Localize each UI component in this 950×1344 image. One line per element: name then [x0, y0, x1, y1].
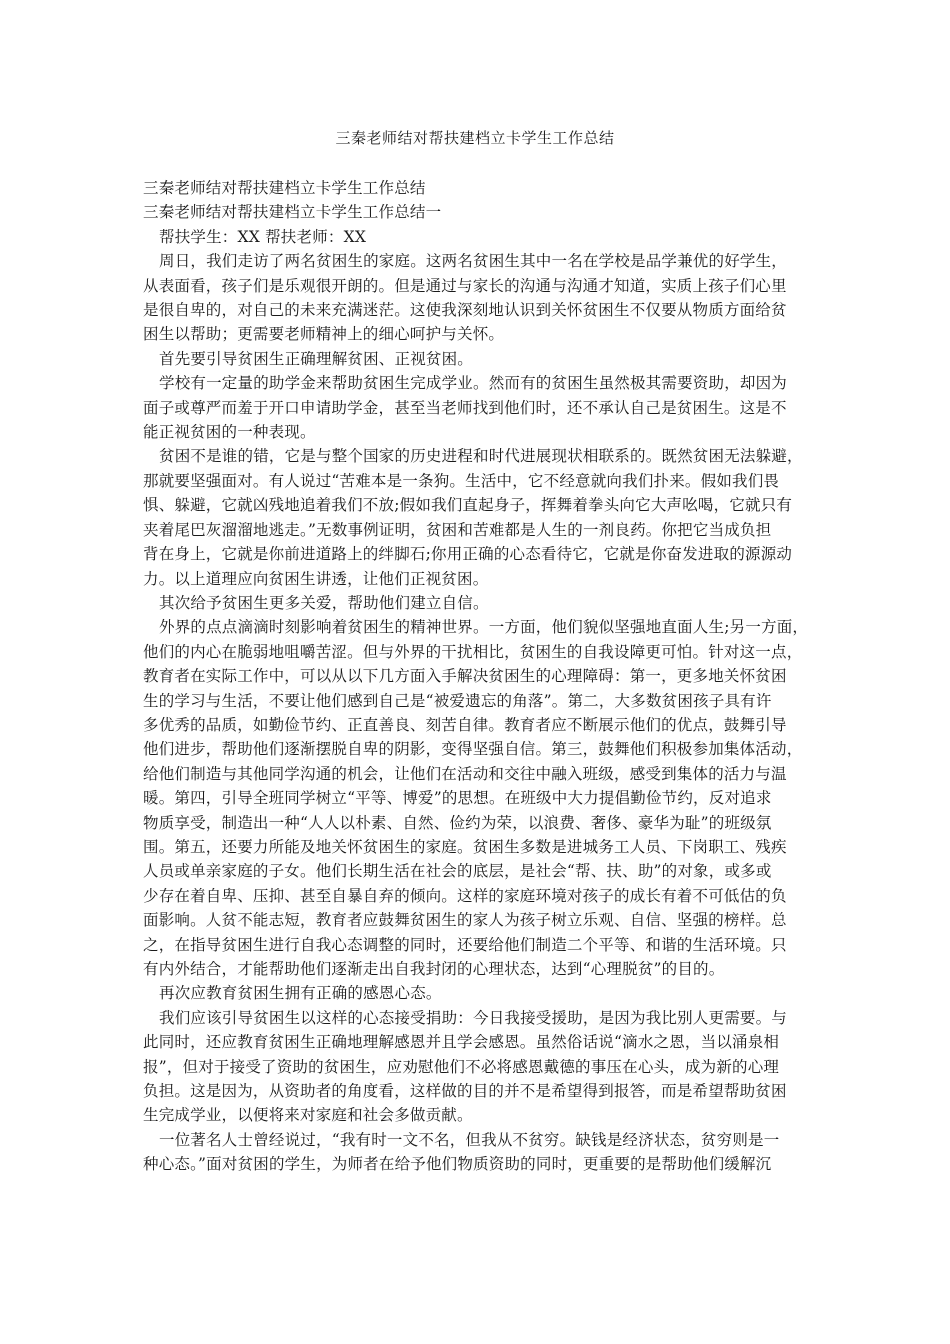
- paragraph-line: 人员或单亲家庭的子女。他们长期生活在社会的底层，是社会“帮、扶、助”的对象，或多或: [143, 862, 772, 881]
- paragraph-line: 面子或尊严而羞于开口申请助学金，甚至当老师找到他们时，还不承认自己是贫困生。这是不: [143, 398, 787, 417]
- paragraph-line: 力。以上道理应向贫困生讲透，让他们正视贫困。: [143, 569, 489, 588]
- paragraph-line: 他们的内心在脆弱地咀嚼苦涩。但与外界的干扰相比，贫困生的自我设障更可怕。针对这一点，: [143, 642, 803, 661]
- paragraph-line: 报”，但对于接受了资助的贫困生，应劝慰他们不必将感恩戴德的事压在心头，成为新的心理: [143, 1057, 780, 1076]
- paragraph-line: 是很自卑的，对自己的未来充满迷茫。这使我深刻地认识到关怀贫困生不仅要从物质方面给贫: [143, 301, 787, 320]
- paragraph-line: 面影响。人贫不能志短，教育者应鼓舞贫困生的家人为孩子树立乐观、自信、坚强的榜样。总: [143, 911, 787, 930]
- paragraph-line: 能正视贫困的一种表现。: [143, 423, 316, 442]
- paragraph-line: 我们应该引导贫困生以这样的心态接受捐助：今日我接受援助，是因为我比别人更需要。与: [159, 1008, 788, 1027]
- document-body: [143, 176, 811, 1177]
- paragraph-line: 给他们制造与其他同学沟通的机会，让他们在活动和交往中融入班级，感受到集体的活力与温: [143, 764, 787, 783]
- paragraph-line: 惧、躲避，它就凶残地追着我们不放;假如我们直起身子，挥舞着拳头向它大声吆喝，它就只有: [143, 496, 793, 515]
- paragraph-line: 其次给予贫困生更多关爱，帮助他们建立自信。: [159, 593, 489, 612]
- paragraph-line: 首先要引导贫困生正确理解贫困、正视贫困。: [159, 349, 474, 368]
- subheading-line: 三秦老师结对帮扶建档立卡学生工作总结一: [143, 203, 442, 222]
- paragraph-line: 帮扶学生：XX 帮扶老师：XX: [159, 227, 367, 246]
- document-title: 三秦老师结对帮扶建档立卡学生工作总结: [335, 129, 615, 147]
- paragraph-line: 学校有一定量的助学金来帮助贫困生完成学业。然而有的贫困生虽然极其需要资助，却因为: [159, 374, 788, 393]
- paragraph-line: 贫困不是谁的错，它是与整个国家的历史进程和时代进展现状相联系的。既然贫困无法躲避，: [159, 447, 803, 466]
- paragraph-line: 教育者在实际工作中，可以从以下几方面入手解决贫困生的心理障碍：第一，更多地关怀贫困: [143, 667, 787, 686]
- paragraph-line: 背在身上，它就是你前进道路上的绊脚石;你用正确的心态看待它，它就是你奋发进取的源源动: [143, 545, 793, 564]
- paragraph-line: 一位著名人士曾经说过，“我有时一文不名，但我从不贫穷。缺钱是经济状态，贫穷则是一: [159, 1130, 780, 1149]
- paragraph-line: 周日，我们走访了两名贫困生的家庭。这两名贫困生其中一名在学校是品学兼优的好学生，: [159, 252, 788, 271]
- paragraph-line: 从表面看，孩子们是乐观很开朗的。但是通过与家长的沟通与沟通才知道，实质上孩子们心里: [143, 276, 787, 295]
- paragraph-line: 负担。这是因为，从资助者的角度看，这样做的目的并不是希望得到报答，而是希望帮助贫困: [143, 1082, 787, 1101]
- paragraph-line: 暖。第四，引导全班同学树立“平等、博爱”的思想。在班级中大力提倡勤俭节约，反对追求: [143, 789, 772, 808]
- paragraph-line: 生完成学业，以便将来对家庭和社会多做贡献。: [143, 1106, 473, 1125]
- paragraph-line: 之，在指导贫困生进行自我心态调整的同时，还要给他们制造二个平等、和谐的生活环境。只: [143, 935, 787, 954]
- paragraph-line: 外界的点点滴滴时刻影响着贫困生的精神世界。一方面，他们貌似坚强地直面人生;另一方面，: [159, 618, 809, 637]
- paragraph-line: 此同时，还应教育贫困生正确地理解感恩并且学会感恩。虽然俗话说“滴水之恩，当以涌泉相: [143, 1033, 780, 1052]
- paragraph-line: 多优秀的品质，如勤俭节约、正直善良、刻苦自律。教育者应不断展示他们的优点，鼓舞引导: [143, 715, 787, 734]
- paragraph-line: 那就要坚强面对。有人说过“苦难本是一条狗。生活中，它不经意就向我们扑来。假如我们畏: [143, 471, 780, 490]
- paragraph-line: 物质享受，制造出一种“人人以朴素、自然、俭约为荣，以浪费、奢侈、豪华为耻”的班级氛: [143, 813, 772, 832]
- paragraph-line: 困生以帮助；更需要老师精神上的细心呵护与关怀。: [143, 325, 505, 344]
- paragraph-line: 再次应教育贫困生拥有正确的感恩心态。: [159, 984, 442, 1003]
- paragraph-line: 他们进步，帮助他们逐渐摆脱自卑的阴影，变得坚强自信。第三，鼓舞他们积极参加集体活动，: [143, 740, 803, 759]
- paragraph-line: 有内外结合，才能帮助他们逐渐走出自我封闭的心理状态，达到“心理脱贫”的目的。: [143, 960, 725, 978]
- paragraph-line: 生的学习与生活，不要让他们感到自己是“被爱遗忘的角落”。第二，大多数贫困孩子具有许: [143, 691, 772, 710]
- paragraph-line: 围。第五，还要力所能及地关怀贫困生的家庭。贫困生多数是进城务工人员、下岗职工、残疾: [143, 837, 787, 856]
- paragraph-line: 夹着尾巴灰溜溜地逃走。”无数事例证明，贫困和苦难都是人生的一剂良药。你把它当成负担: [143, 520, 772, 539]
- heading-line: 三秦老师结对帮扶建档立卡学生工作总结: [143, 179, 426, 197]
- paragraph-line: 少存在着自卑、压抑、甚至自暴自弃的倾向。这样的家庭环境对孩子的成长有着不可低估的负: [143, 886, 787, 905]
- paragraph-line: 种心态。”面对贫困的学生，为师者在给予他们物质资助的同时，更重要的是帮助他们缓解沉: [143, 1155, 772, 1174]
